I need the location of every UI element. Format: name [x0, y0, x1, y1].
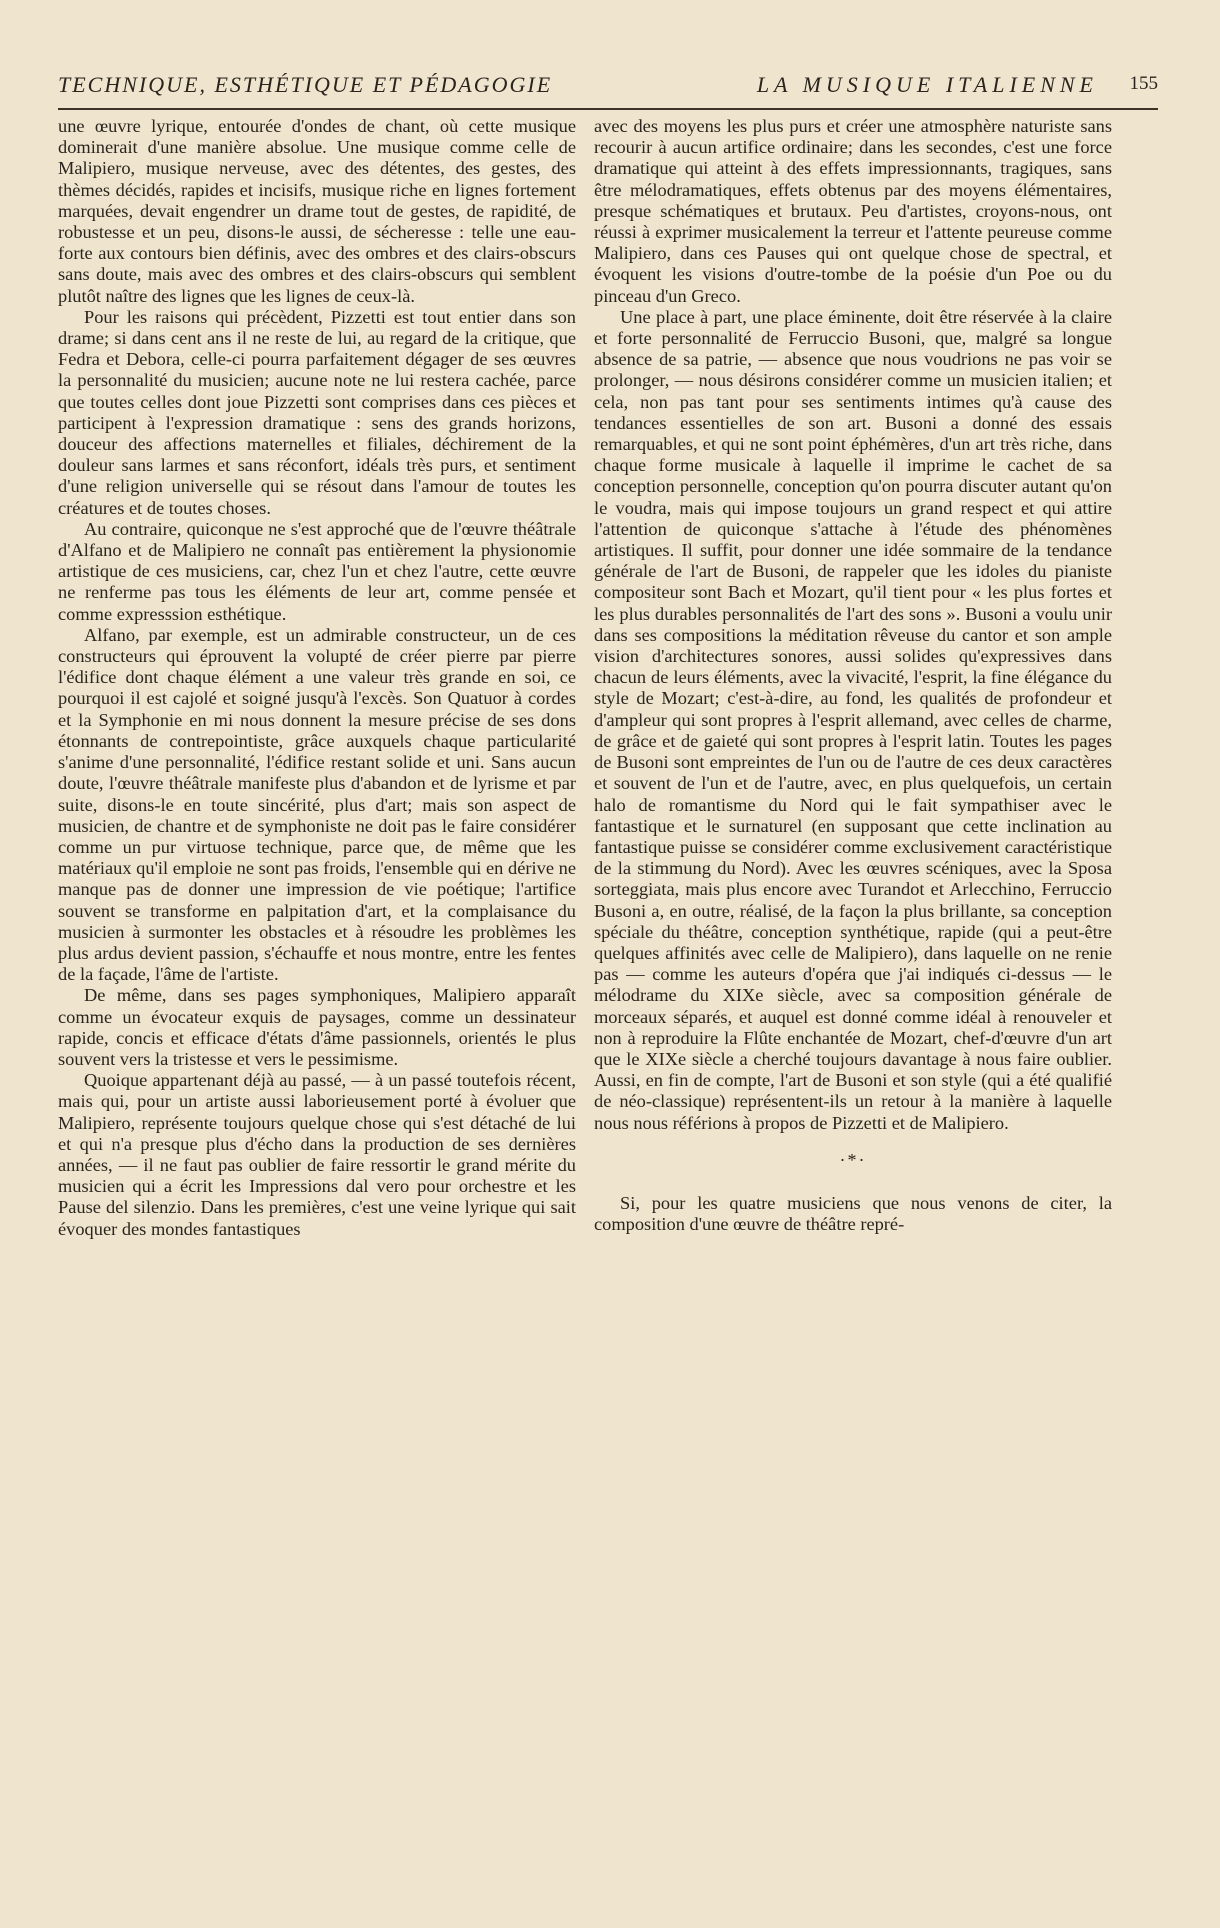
- paragraph: une œuvre lyrique, entourée d'ondes de chant, où cette musique dominerait d'une manière absolue. Une musique comme celle de Malipiero, musique nerveuse, avec des détentes, des gestes, des thèmes décidés, rapides et incisifs, musique riche en lignes fortement marquées, devait engendrer un drame tout de gestes, de rapidité, de robustesse et un peu, disons-le aussi, de sécheresse : telle une eau-forte aux contours bien définis, avec des ombres et des clairs-obscurs sans doute, mais avec des ombres et des clairs-obscurs qui semblent plutôt naître des lignes que les lignes de ceux-là.: [58, 116, 576, 306]
- left-column: [58, 116, 576, 1240]
- paragraph: Alfano, par exemple, est un admirable constructeur, un de ces constructeurs qui éprouvent la volupté de créer pierre par pierre l'édifice dont chaque élément a une valeur très grande en soi, ce pourquoi il est cajolé et soigné jusqu'à l'excès. Son Quatuor à cordes et la Symphonie en mi nous donnent la mesure précise de ses dons étonnants de contrepointiste, grâce auxquels chaque particularité s'anime d'une personnalité, l'édifice restant solide et uni. Sans aucun doute, l'œuvre théâtrale manifeste plus d'abandon et de lyrisme et par suite, disons-le en toute sincérité, plus d'art; mais son aspect de musicien, de chantre et de symphoniste ne doit pas le faire considérer comme un pur virtuose technique, parce que, de même que les matériaux qu'il emploie ne sont pas froids, l'ensemble qui en dérive ne manque pas de donner une impression de vie poétique; l'artifice souvent se transforme en palpitation d'art, et la complaisance du musicien à surmonter les obstacles et à résoudre les problèmes les plus ardus devient passion, s'échauffe et nous montre, entre les fentes de la façade, l'âme de l'artiste.: [58, 624, 576, 985]
- paragraph: Une place à part, une place éminente, doit être réservée à la claire et forte personnalité de Ferruccio Busoni, que, malgré sa longue absence de sa patrie, — absence que nous voudrions ne pas voir se prolonger, — nous désirons considérer comme un musicien italien; et cela, non pas tant pour ses sentiments intimes qu'à cause des tendances essentielles de son art. Busoni a donné des essais remarquables, et qui ne sont point éphémères, d'un art très riche, dans chaque forme musicale à laquelle il imprime le cachet de sa conception personnelle, conception qu'on pourra discuter autant qu'on le voudra, mais qui impose toujours un grand respect et qui attire l'attention de quiconque s'attache à l'étude des phénomènes artistiques. Il suffit, pour donner une idée sommaire de la tendance générale de l'art de Busoni, de rappeler que les idoles du pianiste compositeur sont Bach et Mozart, qu'il tient pour « les plus fortes et les plus durables personnalités de l'art des sons ». Busoni a voulu unir dans ses compositions la méditation rêveuse du cantor et son ample vision d'architectures sonores, aussi solides qu'expressives dans chacun de leurs éléments, avec la vivacité, l'esprit, la fine élégance du style de Mozart; c'est-à-dire, au fond, les qualités de profondeur et d'ampleur qui sont propres à l'esprit allemand, avec celles de charme, de grâce et de gaieté qui sont propres à l'esprit latin. Toutes les pages de Busoni sont empreintes de l'un ou de l'autre de ces deux caractères et souvent de l'un et de l'autre, avec, en plus quelquefois, un certain halo de romantisme du Nord qui le fait sympathiser avec le fantastique et le surnaturel (en supposant que cette inclination au fantastique puisse se considérer comme exclusivement caractéristique de la stimmung du Nord). Avec les œuvres scéniques, avec la Sposa sorteggiata, mais plus encore avec Turandot et Arlecchino, Ferruccio Busoni a, en outre, réalisé, de la façon la plus brillante, sa conception spéciale du théâtre, conception synthétique, rapide (qui a peut-être quelques affinités avec celle de Malipiero), dans laquelle on ne renie pas — comme les auteurs d'opéra que j'ai indiqués ci-dessus — le mélodrame du XIXe siècle, avec sa composition générale de morceaux séparés, et auquel est donné comme idéal à renouveler et non à reproduire la Flûte enchantée de Mozart, chef-d'œuvre d'un art que le XIXe siècle a cherché toujours davantage à nous faire oublier. Aussi, en fin de compte, l'art de Busoni et son style (qui a été qualifié de néo-classique) représentent-ils un retour à la manière à laquelle nous nous référions à propos de Pizzetti et de Malipiero.: [594, 306, 1112, 1133]
- running-header: [58, 70, 1158, 110]
- right-column: [594, 116, 1112, 1235]
- header-left-title: TECHNIQUE, ESTHÉTIQUE ET PÉDAGOGIE: [58, 72, 553, 97]
- section-separator: ·*·: [839, 1149, 867, 1170]
- paragraph: De même, dans ses pages symphoniques, Malipiero apparaît comme un évocateur exquis de paysages, comme un dessinateur rapide, concis et efficace d'états d'âme passionnels, orientés le plus souvent vers la tristesse et vers le pessimisme.: [58, 985, 576, 1069]
- paragraph: Pour les raisons qui précèdent, Pizzetti est tout entier dans son drame; si dans cent ans il ne reste de lui, au regard de la critique, que Fedra et Debora, celle-ci pourra parfaitement dégager de ses œuvres la personnalité du musicien; aucune note ne lui restera cachée, parce que toutes celles dont joue Pizzetti sont comprises dans ces pièces et participent à l'expression dramatique : sens des grands horizons, douceur des affections maternelles et filiales, déchirement de la douleur sans larmes et sans réconfort, idéals très purs, et sentiment d'une religion universelle qui se résout dans l'amour de toutes les créatures et de toutes choses.: [58, 306, 576, 518]
- paragraph: avec des moyens les plus purs et créer une atmosphère naturiste sans recourir à aucun artifice ordinaire; dans les secondes, c'est une force dramatique qui atteint à des effets impressionnants, tragiques, sans être mélodramatiques, effets obtenus par des moyens élémentaires, presque schématiques et brutaux. Peu d'artistes, croyons-nous, ont réussi à exprimer musicalement la terreur et l'attente peureuse comme Malipiero, dans ces Pauses qui ont quelque chose de spectral, et évoquent les visions d'outre-tombe de la poésie d'un Poe ou du pinceau d'un Greco.: [594, 116, 1112, 306]
- paragraph: Au contraire, quiconque ne s'est approché que de l'œuvre théâtrale d'Alfano et de Malipiero ne connaît pas entièrement la physionomie artistique de ces musiciens, car, chez l'un et chez l'autre, cette œuvre ne renferme pas tous les éléments de leur art, comme pensée et comme expresssion esthétique.: [58, 518, 576, 624]
- header-right-title: LA MUSIQUE ITALIENNE: [756, 72, 1098, 97]
- paragraph: Quoique appartenant déjà au passé, — à un passé toutefois récent, mais qui, pour un artiste aussi laborieusement porté à évoluer que Malipiero, représente toujours quelque chose qui s'est détaché de lui et qui n'a presque plus d'écho dans la production de ses dernières années, — il ne faut pas oublier de faire ressortir le grand mérite du musicien qui a écrit les Impressions dal vero pour orchestre et les Pause del silenzio. Dans les premières, c'est une veine lyrique qui sait évoquer des mondes fantastiques: [58, 1070, 576, 1239]
- paragraph: Si, pour les quatre musiciens que nous venons de citer, la composition d'une œuvre de théâtre repré-: [594, 1192, 1112, 1235]
- page-number: 155: [1129, 73, 1158, 94]
